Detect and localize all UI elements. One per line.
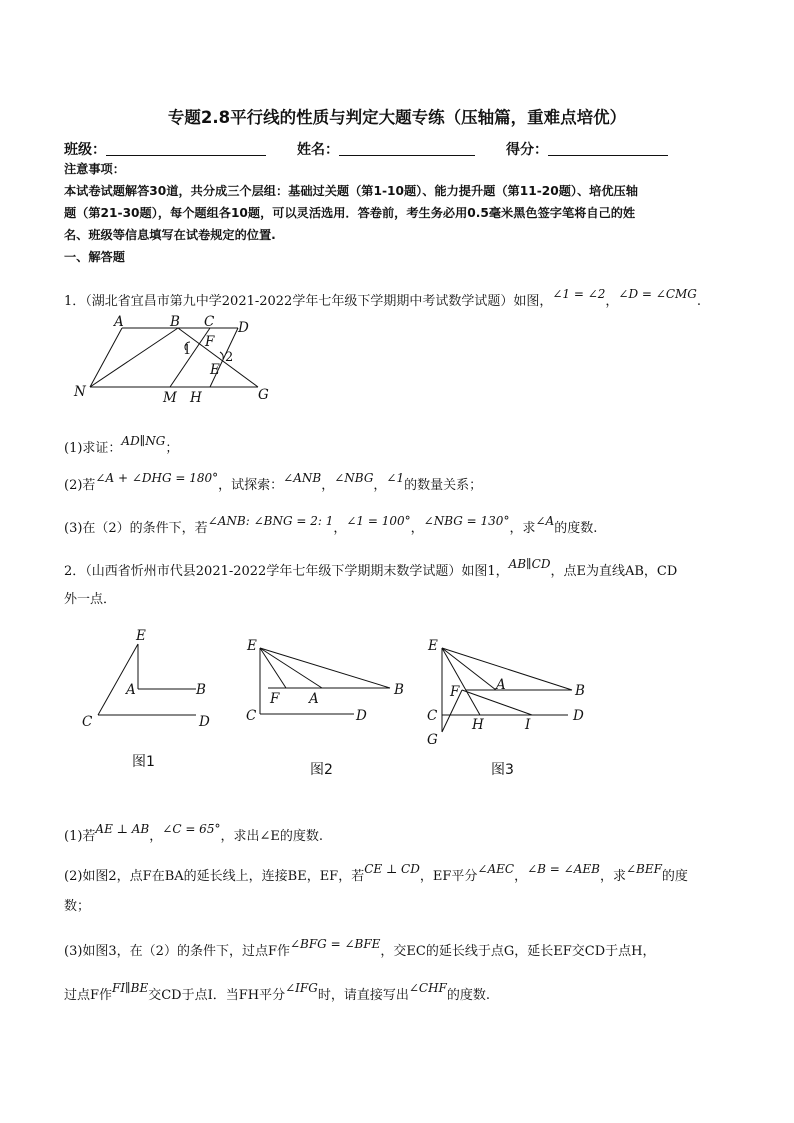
- score-field: [506, 139, 668, 159]
- score-blank[interactable]: [548, 141, 668, 156]
- q1-figure: [70, 312, 280, 404]
- q2-f3-label-b: B: [575, 683, 585, 699]
- q1-label-h: H: [190, 390, 202, 404]
- q2-f3-label-i: I: [525, 717, 531, 733]
- q2-f1-label-c: C: [82, 714, 93, 730]
- q2-fig3-caption: 图3: [491, 762, 514, 778]
- q2-fig2-caption: 图2: [310, 762, 333, 778]
- q1-label-2: 2: [225, 350, 234, 365]
- q1-label-d: D: [238, 320, 249, 336]
- page-title: 专题2.8平行线的性质与判定大题专练（压轴篇，重难点培优）: [167, 108, 627, 127]
- q2-f2-label-e: E: [247, 638, 257, 654]
- q2-part-1: (1)若AE ⊥ AB，∠C = 65°，求出∠E的度数.: [64, 822, 323, 844]
- q2-f2-label-d: D: [356, 708, 367, 724]
- q2-part-3: (3)如图3，在（2）的条件下，过点F作∠BFG = ∠BFE，交EC的延长线于点G，延长EF交CD于点H，: [64, 937, 656, 959]
- q2-fig1-caption: 图1: [132, 754, 155, 770]
- q1-math-1: ∠1 = ∠2: [552, 287, 606, 301]
- score-label: 得分：: [506, 142, 548, 158]
- q1-label-e: E: [210, 362, 220, 378]
- q2-f3-label-c: C: [427, 708, 438, 724]
- q2-f1-label-b: B: [196, 682, 206, 698]
- name-label: 姓名：: [297, 142, 339, 158]
- name-field: [297, 139, 475, 159]
- q1-label-b: B: [170, 314, 180, 330]
- notice-block: [64, 158, 744, 268]
- q2-f3-label-f: F: [450, 684, 460, 700]
- q2-f2-label-b: B: [394, 682, 404, 698]
- q1-part-3: (3)在（2）的条件下，若∠ANB: ∠BNG = 2: 1，∠1 = 100°，∠NBG = 130°，求∠A的度数.: [64, 514, 598, 536]
- q1-label-a: A: [114, 314, 124, 330]
- q2-f1-label-d: D: [199, 714, 210, 730]
- q2-f3-label-h: H: [472, 717, 484, 733]
- q2-f2-label-f: F: [270, 691, 280, 707]
- q1-intro: 1．（湖北省宜昌市第九中学2021-2022学年七年级下学期期中考试数学试题）如图，∠1 = ∠2，∠D = ∠CMG.: [64, 287, 702, 309]
- notice-heading: 注意事项：: [64, 162, 125, 176]
- q2-part-3-cont: 过点F作FI∥BE交CD于点I．当FH平分∠IFG时，请直接写出∠CHF的度数.: [64, 981, 490, 1003]
- q1-math-2: ∠D = ∠CMG: [618, 287, 697, 301]
- q2-f3-label-a: A: [496, 677, 506, 693]
- q1-part-2: (2)若∠A + ∠DHG = 180°，试探索：∠ANB，∠NBG，∠1的数量关系；: [64, 471, 483, 493]
- q2-intro: 2．（山西省忻州市代县2021-2022学年七年级下学期期末数学试题）如图1，AB∥CD，点E为直线AB，CD: [64, 557, 678, 579]
- q2-f3-label-g: G: [427, 732, 438, 748]
- q1-label-c: C: [204, 314, 215, 330]
- q2-figure-3: [424, 632, 594, 748]
- q1-label-m: M: [163, 390, 177, 404]
- q1-label-f: F: [205, 334, 215, 350]
- q2-part-2: (2)如图2，点F在BA的延长线上，连接BE，EF，若CE ⊥ CD，EF平分∠AEC，∠B = ∠AEB，求∠BEF的度: [64, 862, 688, 884]
- name-blank[interactable]: [339, 141, 475, 156]
- section-heading: 一、解答题: [64, 250, 125, 264]
- class-label: 班级：: [64, 142, 106, 158]
- q2-figure-1: [78, 626, 228, 736]
- q2-f1-label-a: A: [126, 682, 136, 698]
- notice-line-2: 题（第21-30题），每个题组各10题，可以灵活选用．答卷前，考生务必用0.5毫米黑色签字笔将自己的姓: [64, 206, 636, 220]
- q2-f1-label-e: E: [136, 628, 146, 644]
- q2-f2-label-a: A: [309, 691, 319, 707]
- q2-f2-label-c: C: [246, 708, 257, 724]
- notice-line-1: 本试卷试题解答30道，共分成三个层组：基础过关题（第1-10题）、能力提升题（第11-20题）、培优压轴: [64, 184, 638, 198]
- q1-part-1: (1)求证：AD∥NG；: [64, 434, 179, 456]
- class-blank[interactable]: [106, 141, 266, 156]
- q2-figure-2: [242, 630, 412, 730]
- q2-f3-label-e: E: [428, 638, 438, 654]
- q1-label-n: N: [74, 384, 86, 400]
- q2-part-2-cont: 数；: [64, 899, 91, 914]
- q2-intro-cont: 外一点．: [64, 592, 117, 607]
- notice-line-3: 名、班级等信息填写在试卷规定的位置.: [64, 228, 276, 242]
- q2-f3-label-d: D: [573, 708, 584, 724]
- q1-label-g: G: [258, 387, 269, 403]
- class-field: [64, 139, 266, 159]
- q1-label-1: 1: [183, 343, 192, 358]
